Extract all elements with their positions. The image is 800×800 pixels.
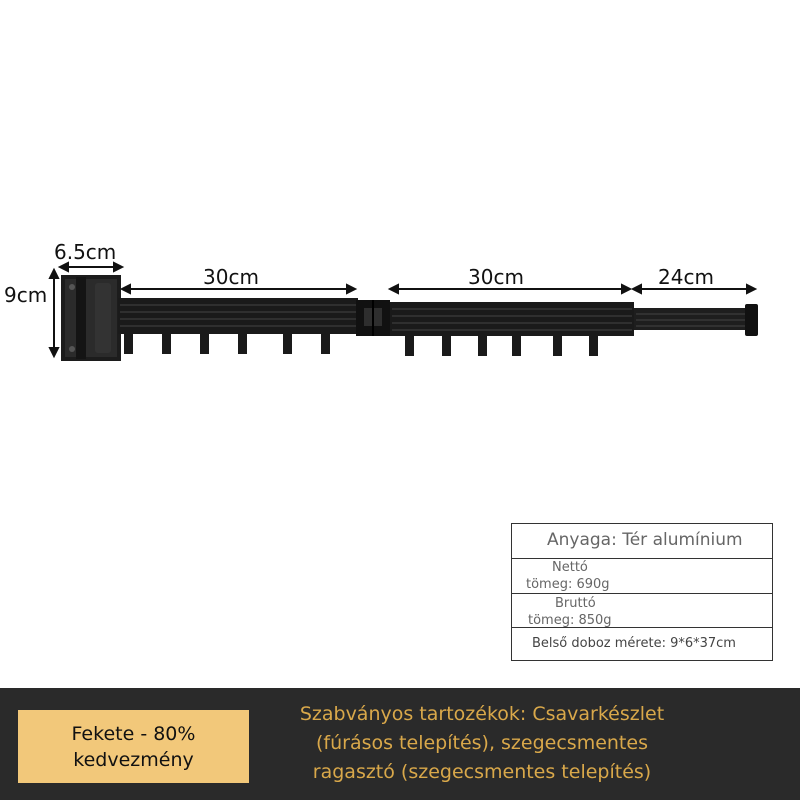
hook (512, 336, 521, 356)
arm3-length-label: 24cm (658, 265, 714, 289)
spec-row-box-size (512, 628, 772, 660)
arm2-length-label: 30cm (468, 265, 524, 289)
hook (442, 336, 451, 356)
accessories-line-2: (fúrásos telepítés), szegecsmentes (316, 732, 648, 754)
hook (162, 334, 171, 354)
box-size-text: Belső doboz mérete: 9*6*37cm (532, 636, 736, 651)
hook (124, 334, 133, 354)
hook (553, 336, 562, 356)
accessories-line-1: Szabványos tartozékok: Csavarkészlet (299, 703, 665, 725)
badge-line-2: kedvezmény (73, 748, 194, 771)
hook (478, 336, 487, 356)
gross-weight-value: tömeg: 850g (528, 613, 612, 628)
arm-section-1 (118, 298, 358, 334)
discount-badge (18, 710, 249, 783)
spec-table (511, 523, 773, 661)
accessories-text (262, 700, 702, 787)
wall-bracket (61, 275, 121, 361)
net-weight-label: Nettó (552, 560, 588, 575)
accessories-line-3: ragasztó (szegecsmentes telepítés) (312, 761, 652, 783)
bracket-width-label: 6.5cm (54, 240, 117, 264)
spec-row-net-weight (512, 559, 772, 594)
hook (200, 334, 209, 354)
middle-hinge (356, 300, 390, 336)
material-text: Anyaga: Tér alumínium (547, 530, 743, 550)
hook (321, 334, 330, 354)
hook (405, 336, 414, 356)
hook (283, 334, 292, 354)
arm-section-2 (390, 302, 634, 336)
gross-weight-label: Bruttó (555, 596, 596, 611)
height-label: 9cm (4, 283, 48, 307)
badge-line-1: Fekete - 80% (71, 722, 196, 745)
spec-row-material (512, 524, 772, 559)
arm1-length-label: 30cm (203, 265, 259, 289)
hooks (124, 334, 598, 356)
spec-row-gross-weight (512, 594, 772, 628)
hook (238, 334, 247, 354)
hook (589, 336, 598, 356)
arm-section-3 (634, 304, 758, 336)
net-weight-value: tömeg: 690g (526, 577, 610, 592)
